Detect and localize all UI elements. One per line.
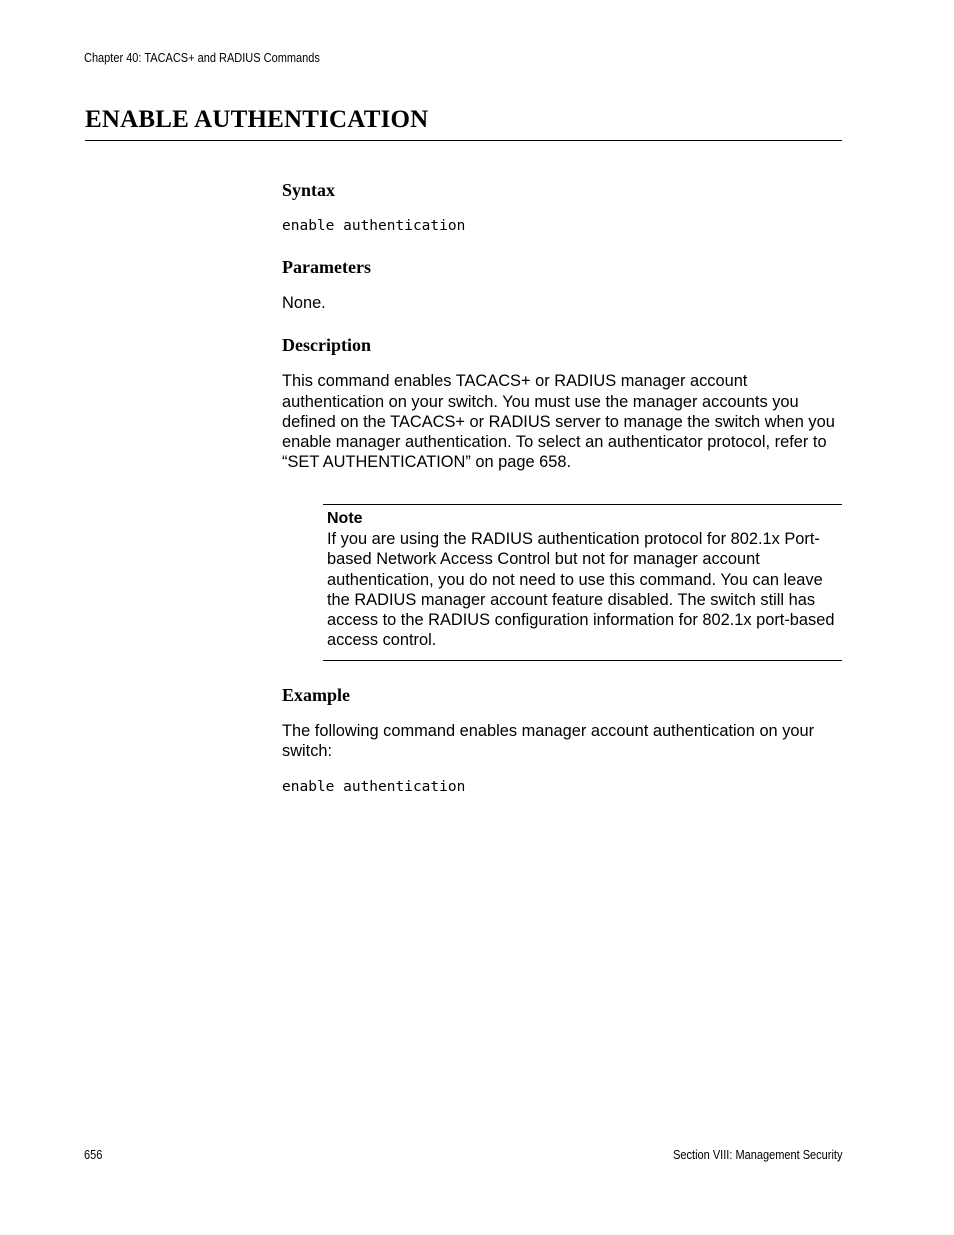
example-code: enable authentication	[282, 778, 466, 795]
parameters-text: None.	[282, 294, 326, 312]
page-number: 656	[84, 1148, 103, 1162]
example-section	[282, 683, 842, 797]
description-text: This command enables TACACS+ or RADIUS manager account authentication on your switch. You must use the manager accounts you defined on the TACACS+ or RADIUS server to manage the switch when you enable manager authentication. To select an authenticator protocol, refer to “SET AUTHENTICATION” on page 658.	[282, 372, 835, 472]
main-content	[282, 178, 842, 473]
title-rule	[85, 140, 842, 141]
running-header: Chapter 40: TACACS+ and RADIUS Commands	[84, 51, 320, 65]
syntax-code: enable authentication	[282, 218, 466, 234]
example-text: The following command enables manager account authentication on your switch:	[282, 722, 815, 761]
example-heading: Example	[282, 685, 351, 705]
description-heading: Description	[282, 335, 371, 356]
note-box	[323, 504, 842, 661]
note-title: Note	[327, 510, 363, 527]
note-text: If you are using the RADIUS authentication protocol for 802.1x Port-based Network Access Control but not for manager account authentication, you do not need to use this command. You can leave the RADIUS manager account feature disabled. The switch still has access to the RADIUS configuration information for 802.1x port-based access control.	[327, 530, 835, 650]
parameters-heading: Parameters	[282, 257, 371, 277]
page-title: ENABLE AUTHENTICATION	[85, 106, 429, 133]
syntax-heading: Syntax	[282, 180, 336, 200]
footer-section: Section VIII: Management Security	[672, 1148, 842, 1162]
